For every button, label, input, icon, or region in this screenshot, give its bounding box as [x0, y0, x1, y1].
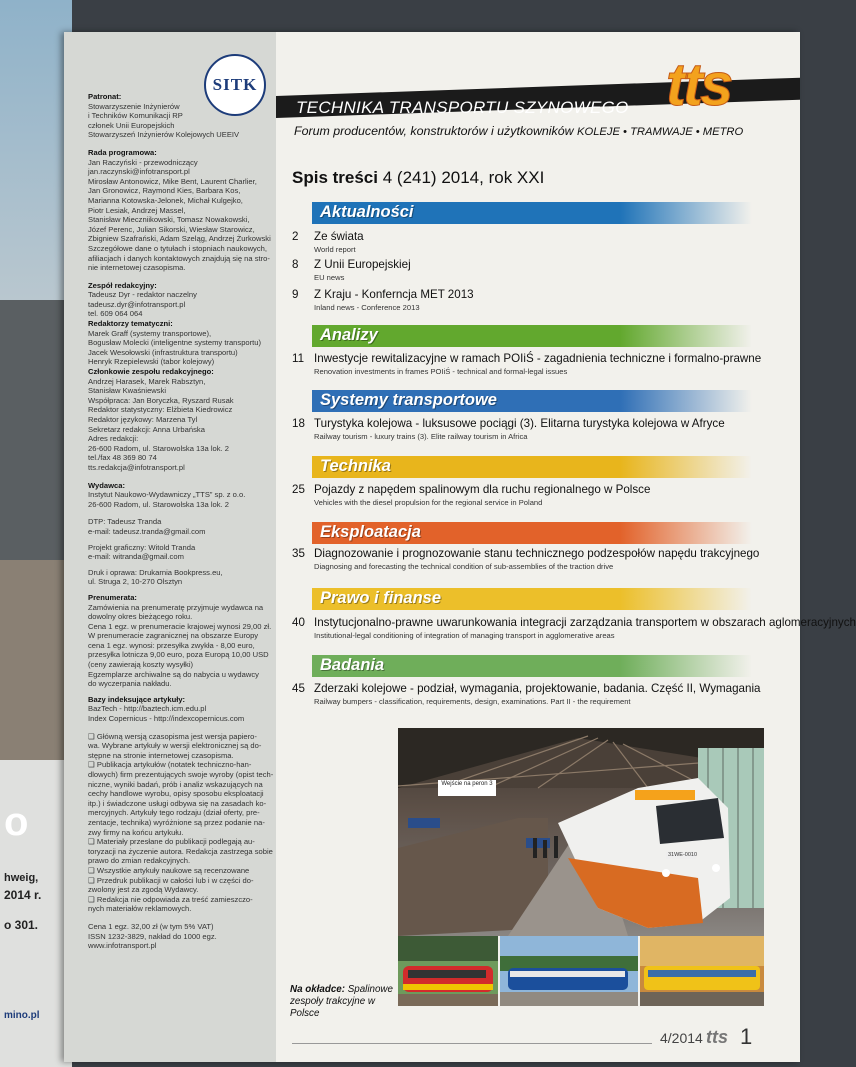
masthead-line: Marianna Kotowska-Jelonek, Michał Kulgejko, — [88, 195, 243, 205]
cover-caption — [290, 984, 400, 1020]
sitk-logo: SITK — [204, 54, 266, 116]
cena-block — [88, 922, 274, 951]
toc-heading — [292, 168, 544, 188]
toc-title: Spis treści — [292, 168, 378, 187]
masthead-line: ❑ Publikacja artykułów (notatek techniczno-han- — [88, 760, 252, 770]
masthead-line: Cena 1 egz. 32,00 zł (w tym 5% VAT) — [88, 921, 214, 931]
article-title: Instytucjonalno-prawne uwarunkowania integracji zarządzania transportem w obszarach aglomeracyjnych — [314, 616, 856, 629]
masthead-line: e-mail: tadeusz.tranda@gmail.com — [88, 526, 206, 536]
footer-logo: tts — [706, 1027, 728, 1047]
article-title-english: Renovation investments in frames POIiŚ - technical and formal-legal issues — [314, 367, 568, 376]
redaktorzy-heading: Redaktorzy tematyczni: — [88, 319, 173, 329]
masthead-line: Jan Gronowicz, Raymond Kies, Barbara Kos, — [88, 186, 241, 196]
page-number-ref: 40 — [292, 616, 305, 629]
masthead-line: Projekt graficzny: Witold Tranda — [88, 542, 196, 552]
masthead-line: wa. Wybrane artykuły w wersji elektronicznej są do- — [88, 741, 262, 751]
platform-sign: Wejście na peron 3 — [441, 781, 493, 787]
article-title: Turystyka kolejowa - luksusowe pociągi (3). Elitarna turystyka kolejowa w Afryce — [314, 417, 725, 430]
section-band — [312, 655, 752, 677]
previous-page-sky — [0, 0, 72, 300]
redaktor-jezykowy-line: Redaktor językowy: Marzena Tyl — [88, 415, 198, 424]
masthead-line: prawo do zmian redakcyjnych. — [88, 856, 191, 866]
masthead-line: Marek Graff (systemy transportowe), — [88, 328, 212, 338]
footer-issue: 4/2014 — [660, 1030, 703, 1046]
section-title: Aktualności — [320, 203, 414, 221]
station-train-illustration — [398, 728, 764, 936]
article-title: Ze świata — [314, 230, 364, 243]
previous-page-building — [0, 300, 72, 560]
section-title: Systemy transportowe — [320, 391, 497, 409]
article-title: Diagnozowanie i prognozowanie stanu technicznego podzespołów napędu trakcyjnego — [314, 547, 760, 560]
patronat-heading: Patronat: — [88, 92, 122, 101]
page-number-ref: 9 — [292, 288, 299, 301]
wydawca-heading: Wydawca: — [88, 480, 125, 490]
thumbnail-red-train — [398, 936, 498, 1006]
masthead-line: ❑ Przedruk publikacji w całości lub i w części do- — [88, 875, 254, 885]
masthead-line: toryzacji na życzenie autora. Redakcja zastrzega sobie — [88, 846, 273, 856]
section-band — [312, 456, 752, 478]
masthead-line: Tadeusz Dyr - redaktor naczelny — [88, 290, 197, 300]
notes-block — [88, 732, 274, 914]
article-title-english: Institutional-legal conditioning of integration of managing transport in agglomerative areas — [314, 631, 615, 640]
masthead-line: i Techników Komunikacji RP — [88, 111, 183, 121]
masthead-line: Stanisław Mieczniikowski, Tomasz Nowakowski, — [88, 215, 250, 225]
masthead-line: niczne, wyniki badań, prób i analiz wskazujących na — [88, 779, 263, 789]
masthead-line: ul. Struga 2, 10-270 Olsztyn — [88, 577, 183, 587]
masthead-line: zentacje, technika) wyróżnione są przez podanie na- — [88, 817, 265, 827]
previous-page-fragment: o — [4, 800, 29, 844]
masthead-line: do wyczerpania nakładu. — [88, 679, 172, 689]
page-number-ref: 25 — [292, 483, 305, 496]
druk-block — [88, 568, 274, 587]
tagline-categories: KOLEJE • TRAMWAJE • METRO — [577, 126, 744, 138]
masthead-line: Druk i oprawa: Drukarnia Bookpress.eu, — [88, 567, 223, 577]
patronat-block — [88, 102, 274, 140]
masthead-line: ❑ Główną wersją czasopisma jest wersja papiero- — [88, 731, 257, 741]
wydawca-block — [88, 490, 274, 509]
cover-caption-text: Spalinowe zespoły trakcyjne w Polsce — [290, 984, 393, 1019]
masthead-line: Zbigniew Szafrański, Adam Szeląg, Andrzej Żurkowski — [88, 234, 271, 244]
masthead-line: 26-600 Radom, ul. Starowolska 13a lok. 2 — [88, 443, 229, 453]
previous-page-edge — [0, 0, 72, 1067]
masthead-line: Bogusław Molecki (inteligentne systemy transportu) — [88, 338, 262, 348]
masthead-line: tts.redakcja@infotransport.pl — [88, 462, 185, 472]
dtp-block — [88, 517, 274, 536]
czlonkowie-block — [88, 377, 274, 396]
masthead-line: Zamówienia na prenumeratę przyjmuje wydawca na — [88, 602, 264, 612]
sekretarz-line: Sekretarz redakcji: Anna Urbańska — [88, 424, 205, 434]
projekt-block — [88, 543, 274, 562]
masthead-line: mercyjnych. Artykuły tego rodzaju (dział oferty, pre- — [88, 808, 260, 818]
previous-page-fragment: hweig, — [4, 872, 39, 884]
masthead-line: e-mail: witranda@gmail.com — [88, 552, 184, 562]
train-unit-number: 31WE-0010 — [668, 852, 698, 858]
section-title: Badania — [320, 656, 385, 674]
tts-logo: tts — [666, 51, 731, 118]
masthead-line: afiliacjach i danych kontaktowych znajdują się na stro- — [88, 253, 270, 263]
section-title: Analizy — [320, 326, 378, 344]
tagline — [294, 124, 743, 138]
rada-heading: Rada programowa: — [88, 147, 157, 157]
section-title: Eksploatacja — [320, 523, 421, 541]
article-title-english: Vehicles with the diesel propulsion for the regional service in Poland — [314, 498, 543, 507]
page-number-ref: 35 — [292, 547, 305, 560]
masthead-line: Szczegółowe dane o tytułach i stopniach naukowych, — [88, 243, 267, 253]
prenumerata-heading: Prenumerata: — [88, 592, 137, 602]
previous-page-fragment: mino.pl — [4, 1010, 40, 1021]
previous-page-fragment: o 301. — [4, 918, 39, 932]
masthead-line: Henryk Rzepielewski (tabor kolejowy) — [88, 357, 215, 367]
zespol-heading: Zespół redakcyjny: — [88, 280, 157, 290]
masthead-line: Mirosław Antonowicz, Mike Bent, Laurent Charlier, — [88, 176, 257, 186]
previous-page-fragment: 2014 r. — [4, 888, 42, 902]
article-title: Z Unii Europejskiej — [314, 258, 411, 271]
section-title: Prawo i finanse — [320, 589, 442, 607]
masthead-line: W prenumeracie zagranicznej na obszarze Europy — [88, 631, 259, 641]
masthead-line: przesyłka lotnicza 9,00 euro, poza Europą 10,00 USD — [88, 650, 269, 660]
wspolpraca-line: Współpraca: Jan Boryczka, Ryszard Rusak — [88, 395, 234, 405]
masthead-line: tel./fax 48 369 80 74 — [88, 453, 157, 463]
masthead-line: zwolony jest za zgodą Wydawcy. — [88, 885, 199, 895]
masthead-line: DTP: Tadeusz Tranda — [88, 517, 162, 527]
masthead-line: (ceny zawierają koszty wysyłki) — [88, 660, 194, 670]
masthead-line: cechy handlowe wyrobu, opisy sposobu eksploatacji — [88, 789, 264, 799]
section-band — [312, 390, 752, 412]
thumbnail-yellow-train — [640, 936, 764, 1006]
adres-block — [88, 434, 274, 472]
magazine-title: TECHNIKA TRANSPORTU SZYNOWEGO — [296, 98, 629, 117]
bazy-block — [88, 704, 274, 723]
rada-block — [88, 158, 274, 273]
masthead-line: ISSN 1232-3829, nakład do 1000 egz. — [88, 931, 217, 941]
article-title-english: Diagnosing and forecasting the technical condition of sub-assemblies of the traction drive — [314, 562, 614, 571]
masthead-line: Adres redakcji: — [88, 434, 139, 444]
zespol-block — [88, 290, 274, 319]
masthead-line: zwy firmy na końcu artykułu. — [88, 827, 184, 837]
page-number-ref: 2 — [292, 230, 299, 243]
article-title-english: Inland news - Conference 2013 — [314, 303, 420, 312]
masthead-line: Cena 1 egz. w prenumeracie krajowej wynosi 29,00 zł. — [88, 621, 272, 631]
masthead-line: 26-600 Radom, ul. Starowolska 13a lok. 2 — [88, 499, 229, 509]
article-title: Inwestycje rewitalizacyjne w ramach POIiŚ - zagadnienia techniczne i formalno-prawne — [314, 352, 762, 365]
masthead-line: nie internetowej czasopisma. — [88, 263, 186, 273]
masthead-line: Józef Perenc, Julian Sikorski, Wiesław Starowicz, — [88, 224, 255, 234]
masthead-line: cena 1 egz. wynosi: przesyłka zwykła - 8,00 euro, — [88, 640, 255, 650]
masthead-line: BazTech - http://baztech.icm.edu.pl — [88, 704, 207, 714]
masthead-line: ❑ Wszystkie artykuły naukowe są recenzowane — [88, 865, 250, 875]
masthead-line: dlowych) firm prezentujących swoje wyroby (opist tech- — [88, 770, 274, 779]
article-title-english: Railway bumpers - classification, requirements, design, examinations. Part II - the requirement — [314, 697, 631, 706]
page-number-ref: 8 — [292, 258, 299, 271]
masthead-line: Andrzej Harasek, Marek Rabsztyn, — [88, 376, 206, 386]
masthead-line: ❑ Redakcja nie odpowiada za treść zamieszczo- — [88, 894, 253, 904]
masthead-line: Stowarzyszeń Inżynierów Kolejowych UEEIV — [88, 130, 240, 140]
article-title: Pojazdy z napędem spalinowym dla ruchu regionalnego w Polsce — [314, 483, 651, 496]
masthead-line: Stanisław Kwaśniewski — [88, 386, 167, 396]
section-title: Technika — [320, 457, 391, 475]
footer-rule — [292, 1043, 652, 1044]
masthead-line: tadeusz.dyr@infotransport.pl — [88, 299, 186, 309]
prenumerata-block — [88, 603, 274, 689]
page-number-ref: 45 — [292, 682, 305, 695]
issue-number: 4 (241) 2014, rok XXI — [382, 168, 545, 187]
masthead-line: Egzemplarze archiwalne są do nabycia u wydawcy — [88, 669, 259, 679]
masthead-line: nych materiałów reklamowych. — [88, 904, 192, 914]
masthead-line: ❑ Materiały przesłane do publikacji podlegają au- — [88, 837, 255, 847]
page-number-ref: 11 — [292, 352, 305, 365]
article-title: Z Kraju - Konferncja MET 2013 — [314, 288, 474, 301]
masthead-line: itp.) i świadczone usługi odbywa się na zasadach ko- — [88, 798, 267, 808]
masthead-line: dowolny okres bieżącego roku. — [88, 612, 193, 622]
section-band — [312, 588, 752, 610]
article-title-english: EU news — [314, 273, 345, 282]
masthead-line: stępne na stronie internetowej czasopisma. — [88, 750, 234, 760]
masthead-line: www.infotransport.pl — [88, 941, 157, 951]
masthead-line: Index Copernicus - http://indexcopernicus.com — [88, 714, 245, 724]
masthead-line: Jan Raczyński - przewodniczący — [88, 157, 198, 167]
article-title-english: World report — [314, 245, 356, 254]
cover-photo — [398, 728, 764, 936]
section-band — [312, 522, 752, 544]
redaktorzy-block — [88, 329, 274, 367]
masthead-line: tel. 609 064 064 — [88, 309, 143, 319]
tagline-text: Forum producentów, konstruktorów i użytkowników — [294, 124, 574, 138]
bazy-heading: Bazy indeksujące artykuły: — [88, 694, 186, 704]
article-title: Zderzaki kolejowe - podział, wymagania, projektowanie, badania. Część II, Wymagania — [314, 682, 761, 695]
masthead-line: członek Unii Europejskich — [88, 120, 175, 130]
thumbnail-blue-train — [500, 936, 638, 1006]
masthead-text — [88, 92, 274, 951]
masthead-line: Piotr Lesiak, Andrzej Massel, — [88, 205, 186, 215]
section-band — [312, 325, 752, 347]
redaktor-statystyczny-line: Redaktor statystyczny: Elżbieta Kiedrowicz — [88, 405, 233, 415]
czlonkowie-heading: Członkowie zespołu redakcyjnego: — [88, 367, 214, 377]
article-title-english: Railway tourism - luxury trains (3). Elite railway tourism in Africa — [314, 432, 528, 441]
masthead-line: Stowarzyszenie Inżynierów — [88, 101, 180, 111]
masthead-line: Jacek Wesołowski (infrastruktura transportu) — [88, 347, 238, 357]
page-number: 1 — [740, 1024, 753, 1049]
masthead-line: Instytut Naukowo-Wydawniczy „TTS” sp. z o.o. — [88, 490, 246, 500]
section-band — [312, 202, 752, 224]
page-number-ref: 18 — [292, 417, 305, 430]
masthead-line: jan.raczynski@infotransport.pl — [88, 167, 190, 177]
cover-caption-label: Na okładce: — [290, 984, 345, 995]
